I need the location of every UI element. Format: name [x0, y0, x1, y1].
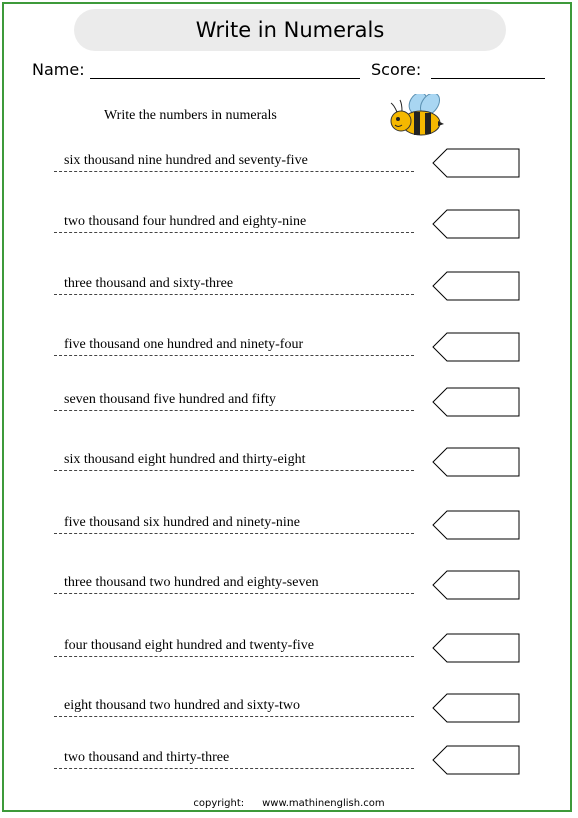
answer-box[interactable]	[432, 745, 520, 775]
dotted-line	[54, 171, 414, 172]
answer-box[interactable]	[432, 209, 520, 239]
exercise-item	[54, 698, 524, 732]
exercise-text: seven thousand five hundred and fifty	[64, 392, 276, 407]
exercise-item	[54, 276, 524, 310]
page-title-text: Write in Numerals	[195, 18, 385, 42]
name-score-row	[32, 60, 546, 84]
answer-box[interactable]	[432, 693, 520, 723]
score-field[interactable]	[431, 78, 545, 79]
answer-box[interactable]	[432, 387, 520, 417]
exercise-item	[54, 214, 524, 248]
dotted-line	[54, 232, 414, 233]
answer-box[interactable]	[432, 332, 520, 362]
answer-box[interactable]	[432, 510, 520, 540]
exercise-text: five thousand six hundred and ninety-nine	[64, 515, 301, 530]
exercise-text: five thousand one hundred and ninety-four	[64, 337, 304, 352]
exercise-item	[54, 575, 524, 609]
dotted-line	[54, 410, 414, 411]
exercise-item	[54, 750, 524, 784]
copyright-label: copyright:	[193, 798, 245, 809]
bee-icon	[388, 94, 446, 140]
answer-box[interactable]	[432, 633, 520, 663]
name-field[interactable]	[90, 78, 360, 79]
name-label: Name:	[32, 60, 85, 79]
page-title	[74, 9, 506, 51]
dotted-line	[54, 768, 414, 769]
score-label: Score:	[371, 60, 422, 79]
exercise-text: six thousand eight hundred and thirty-eight	[64, 452, 306, 467]
dotted-line	[54, 533, 414, 534]
exercise-item	[54, 392, 524, 426]
exercise-text: six thousand nine hundred and seventy-five	[64, 153, 308, 168]
exercise-item	[54, 638, 524, 672]
footer	[0, 798, 578, 809]
dotted-line	[54, 656, 414, 657]
exercise-item	[54, 515, 524, 549]
dotted-line	[54, 470, 414, 471]
dotted-line	[54, 355, 414, 356]
exercise-text: three thousand two hundred and eighty-seven	[64, 575, 319, 590]
exercise-text: four thousand eight hundred and twenty-five	[64, 638, 314, 653]
answer-box[interactable]	[432, 271, 520, 301]
instruction-text: Write the numbers in numerals	[104, 108, 277, 123]
exercise-item	[54, 337, 524, 371]
website-link[interactable]: www.mathinenglish.com	[262, 798, 385, 809]
exercise-item	[54, 153, 524, 187]
exercise-text: eight thousand two hundred and sixty-two	[64, 698, 301, 713]
dotted-line	[54, 294, 414, 295]
exercise-text: two thousand four hundred and eighty-nine	[64, 214, 307, 229]
exercise-text: three thousand and sixty-three	[64, 276, 234, 291]
answer-box[interactable]	[432, 148, 520, 178]
answer-box[interactable]	[432, 570, 520, 600]
exercise-text: two thousand and thirty-three	[64, 750, 230, 765]
exercise-item	[54, 452, 524, 486]
answer-box[interactable]	[432, 447, 520, 477]
dotted-line	[54, 593, 414, 594]
dotted-line	[54, 716, 414, 717]
